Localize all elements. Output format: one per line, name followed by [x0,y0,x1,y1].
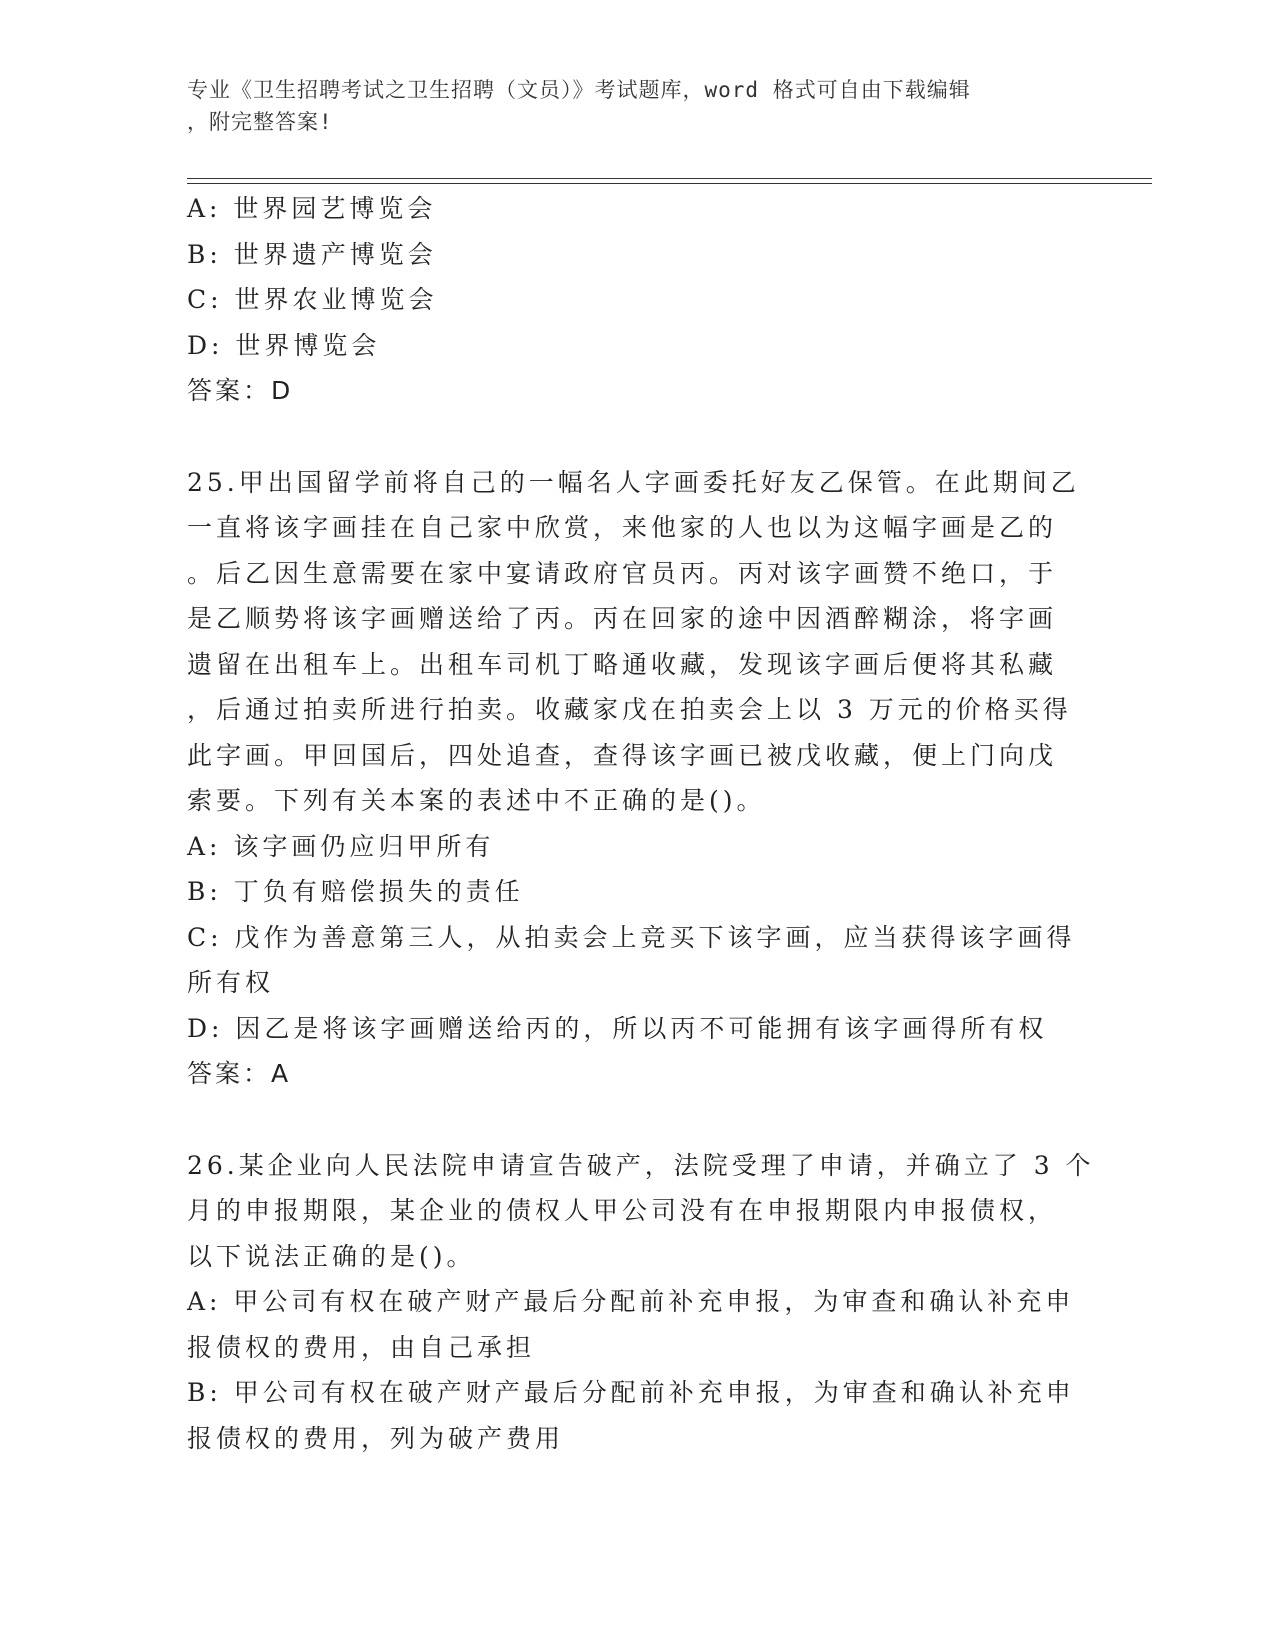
option-a: A: 世界园艺博览会 [187,194,437,223]
option-b: B: 世界遗产博览会 [187,239,437,269]
header-line-2: ，附完整答案! [187,110,333,134]
question-25 [187,460,1087,1097]
question-stem-line: 一直将该字画挂在自己家中欣赏，来他家的人也以为这幅字画是乙的 [187,513,1058,542]
option-c-continued: 所有权 [187,968,275,997]
option-d: D: 因乙是将该字画赠送给丙的，所以丙不可能拥有该字画得所有权 [187,1013,1048,1043]
option-c: C: 世界农业博览会 [187,285,438,314]
question-stem-line: 26.某企业向人民法院申请宣告破产，法院受理了申请，并确立了 3 个 [187,1150,1095,1180]
question-spacer [187,414,1087,460]
question-list [187,186,1095,1461]
question-24 [187,186,1087,414]
question-stem-line: ，后通过拍卖所进行拍卖。收藏家戊在拍卖会上以 3 万元的价格买得 [187,695,1072,724]
question-stem-line: 以下说法正确的是()。 [187,1241,476,1271]
option-b: B: 甲公司有权在破产财产最后分配前补充申报，为审查和确认补充申 [187,1378,1075,1407]
answer-line: 答案：D [187,376,294,405]
option-a: A: 该字画仍应归甲所有 [187,831,495,861]
question-stem-line: 此字画。甲回国后，四处追查，查得该字画已被戊收藏，便上门向戊 [187,740,1058,770]
question-stem-line: 索要。下列有关本案的表述中不正确的是()。 [187,786,766,815]
header-line-1: 专业《卫生招聘考试之卫生招聘（文员）》考试题库，word 格式可自由下载编辑 [187,78,971,102]
question-stem-line: 月的申报期限，某企业的债权人甲公司没有在申报期限内申报债权， [187,1196,1058,1225]
answer-line: 答案：A [187,1059,292,1088]
option-d: D: 世界博览会 [187,330,381,360]
option-b-continued: 报债权的费用，列为破产费用 [187,1423,565,1453]
document-header [187,74,1067,138]
question-stem-line: 遗留在出租车上。出租车司机丁略通收藏，发现该字画后便将其私藏 [187,649,1058,679]
option-a-continued: 报债权的费用，由自己承担 [187,1332,536,1362]
header-divider-bottom [187,183,1152,184]
option-c: C: 戊作为善意第三人，从拍卖会上竞买下该字画，应当获得该字画得 [187,922,1076,952]
header-divider-top [187,178,1152,179]
question-stem-line: 。后乙因生意需要在家中宴请政府官员丙。丙对该字画赞不绝口，于 [187,558,1058,588]
question-spacer [187,1097,1087,1143]
option-b: B: 丁负有赔偿损失的责任 [187,877,524,906]
question-26 [187,1143,1095,1462]
question-stem-line: 25.甲出国留学前将自己的一幅名人字画委托好友乙保管。在此期间乙 [187,467,1080,497]
question-stem-line: 是乙顺势将该字画赠送给了丙。丙在回家的途中因酒醉糊涂，将字画 [187,604,1058,633]
option-a: A: 甲公司有权在破产财产最后分配前补充申报，为审查和确认补充申 [187,1287,1075,1316]
